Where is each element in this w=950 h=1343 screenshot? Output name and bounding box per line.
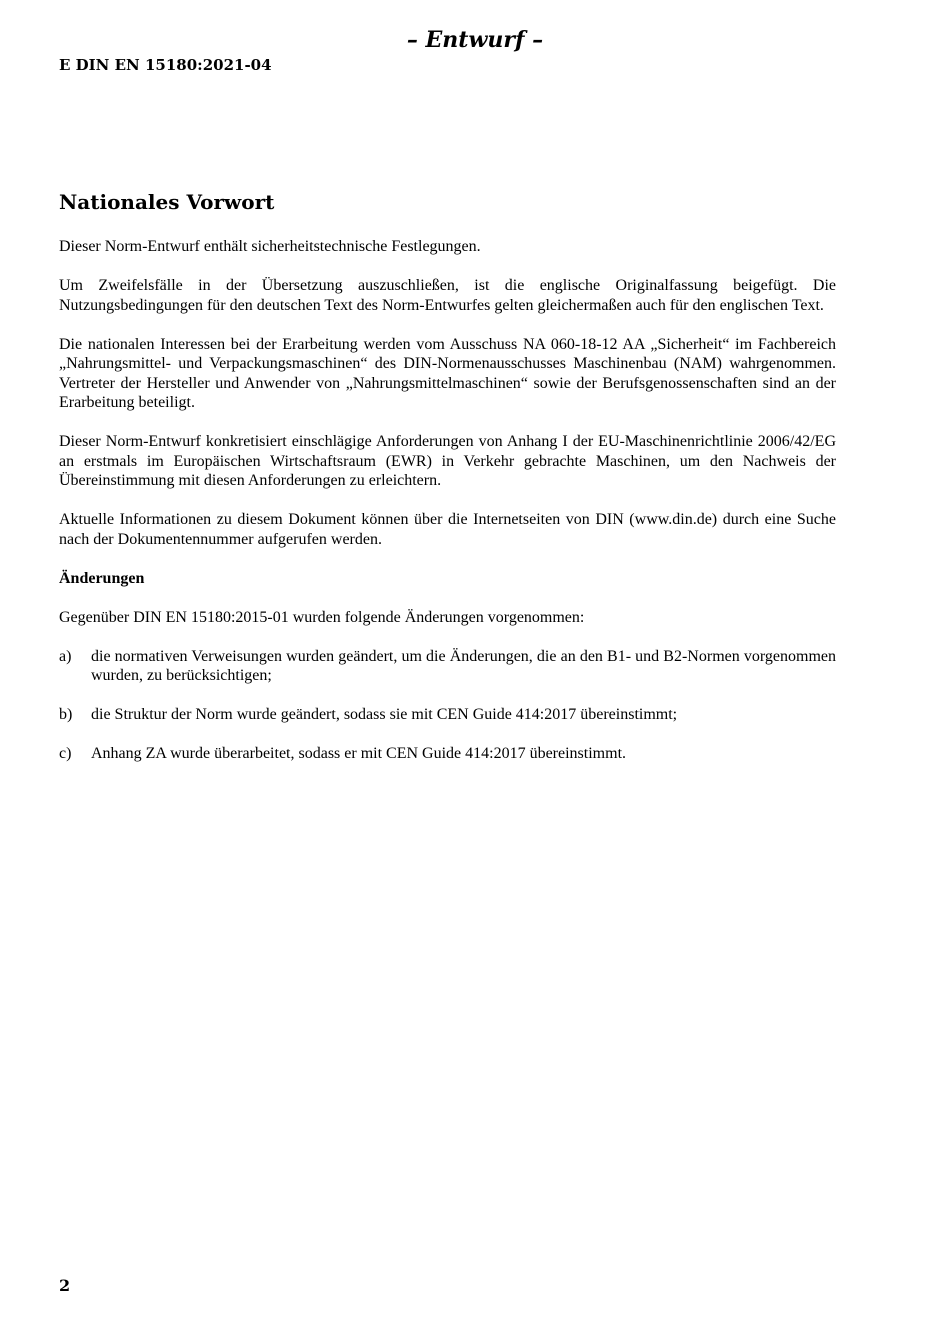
document-id: E DIN EN 15180:2021-04 bbox=[59, 56, 272, 74]
list-item-text: die Struktur der Norm wurde geändert, sodass sie mit CEN Guide 414:2017 übereinstimmt; bbox=[91, 706, 678, 723]
changes-intro: Gegenüber DIN EN 15180:2015-01 wurden folgende Änderungen vorgenommen: bbox=[59, 608, 585, 626]
list-item bbox=[59, 744, 836, 764]
list-item-text: Anhang ZA wurde überarbeitet, sodass er mit CEN Guide 414:2017 übereinstimmt. bbox=[91, 745, 627, 762]
list-marker: c) bbox=[59, 745, 72, 762]
changes-list bbox=[59, 647, 836, 764]
paragraph-current-info: Aktuelle Informationen zu diesem Dokument können über die Internetseiten von DIN (www.din.de) durch eine Suche nach der Dokumentennummer aufgerufen werden. bbox=[59, 511, 836, 548]
list-marker: a) bbox=[59, 647, 72, 665]
list-item-text: die normativen Verweisungen wurden geändert, um die Änderungen, die an den B1- und B2-Normen vorgenommen wurden, zu berücksichtigen; bbox=[91, 647, 836, 684]
paragraph-machinery-directive: Dieser Norm-Entwurf konkretisiert einschlägige Anforderungen von Anhang I der EU-Maschinenrichtlinie 2006/42/EG an erstmals im Europäischen Wirtschaftsraum (EWR) in Verkehr gebrachte Maschinen, um den Nachweis der Übereinstimmung mit diesen Anforderungen zu erleichtern. bbox=[59, 433, 836, 489]
changes-heading: Änderungen bbox=[59, 569, 145, 587]
list-item bbox=[59, 705, 836, 725]
list-item bbox=[59, 647, 836, 686]
paragraph-translation: Um Zweifelsfälle in der Übersetzung auszuschließen, ist die englische Originalfassung beigefügt. Die Nutzungsbedingungen für den deutschen Text des Norm-Entwurfes gelten gleichermaßen auch für den englischen Text. bbox=[59, 277, 836, 314]
section-title: Nationales Vorwort bbox=[59, 190, 275, 214]
page-number: 2 bbox=[59, 1276, 71, 1295]
list-marker: b) bbox=[59, 706, 73, 723]
draft-watermark-heading: – Entwurf – bbox=[406, 27, 544, 53]
paragraph-safety: Dieser Norm-Entwurf enthält sicherheitstechnische Festlegungen. bbox=[59, 238, 481, 255]
page-content bbox=[59, 187, 836, 783]
paragraph-committee: Die nationalen Interessen bei der Erarbeitung werden vom Ausschuss NA 060-18-12 AA „Sicherheit“ im Fachbereich „Nahrungsmittel- und Verpackungsmaschinen“ des DIN-Normenausschusses Maschinenbau (NAM) wahrgenommen. Vertreter der Hersteller und Anwender von „Nahrungsmittelmaschinen“ sowie der Berufsgenossenschaften sind an der Erarbeitung beteiligt. bbox=[59, 335, 836, 411]
